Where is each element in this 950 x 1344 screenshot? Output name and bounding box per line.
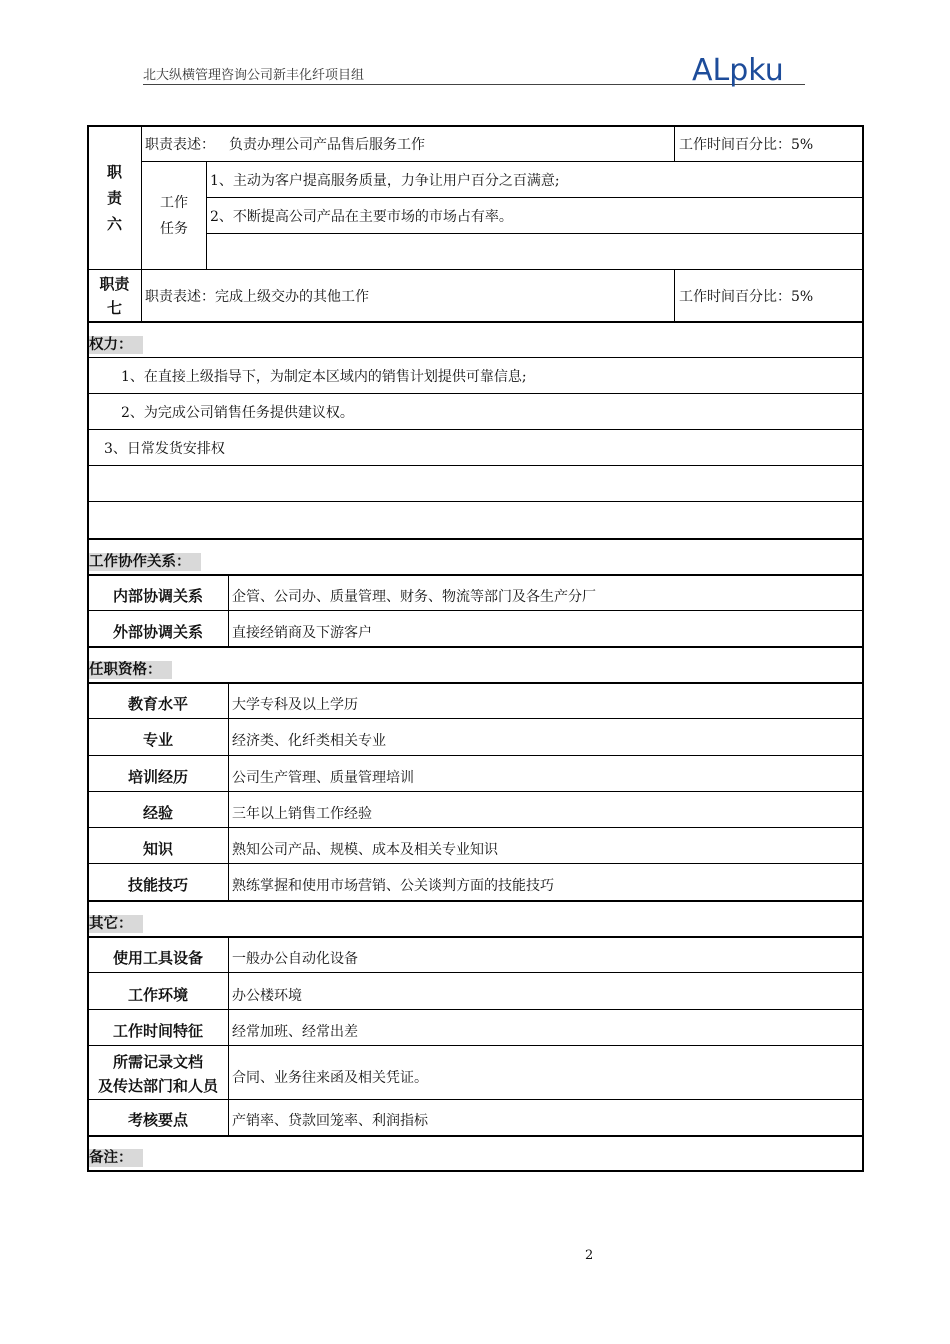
coop-value-external: 直接经销商及下游客户 (232, 625, 372, 641)
company-logo (692, 50, 812, 90)
coop-heading: 工作协作关系： (89, 550, 201, 571)
qual-label-experience: 经验 (142, 804, 173, 822)
duty6-task-2: 2、不断提高公司产品在主要市场的市场占有率。 (210, 208, 513, 225)
qual-value-experience: 三年以上销售工作经验 (232, 806, 372, 822)
qual-label-knowledge: 知识 (142, 840, 173, 858)
other-label-environment: 工作环境 (127, 986, 188, 1004)
other-value-documents: 合同、业务往来函及相关凭证。 (232, 1070, 428, 1086)
other-value-tools: 一般办公自动化设备 (232, 951, 358, 967)
qual-label-major: 专业 (142, 731, 173, 749)
coop-label-internal: 内部协调关系 (112, 587, 203, 605)
other-label-tools: 使用工具设备 (112, 949, 203, 967)
coop-value-internal: 企管、公司办、质量管理、财务、物流等部门及各生产分厂 (232, 589, 596, 605)
other-value-environment: 办公楼环境 (232, 988, 302, 1004)
duty6-task-3 (210, 234, 860, 269)
duty7-time-percent: 工作时间百分比：5% (679, 288, 814, 305)
power-item-2: 2、为完成公司销售任务提供建议权。 (121, 404, 354, 421)
svg-text:ALpku: ALpku (692, 53, 784, 88)
page-number: 2 (585, 1248, 594, 1263)
power-item-1: 1、在直接上级指导下，为制定本区域内的销售计划提供可靠信息; (121, 368, 527, 385)
qual-label-skills: 技能技巧 (127, 876, 188, 894)
qual-label-education: 教育水平 (127, 695, 188, 713)
power-item-3: 3、日常发货安排权 (104, 440, 225, 457)
other-label-worktime: 工作时间特征 (112, 1022, 203, 1040)
qual-value-knowledge: 熟知公司产品、规模、成本及相关专业知识 (232, 842, 498, 858)
duty7-label: 职责 七 (99, 274, 130, 317)
qual-value-major: 经济类、化纤类相关专业 (232, 733, 386, 749)
other-heading: 其它： (89, 912, 143, 933)
power-item-5 (104, 502, 859, 538)
other-value-assessment: 产销率、贷款回笼率、利润指标 (232, 1113, 428, 1129)
duty6-desc-text: 负责办理公司产品售后服务工作 (229, 136, 425, 153)
header-title: 北大纵横管理咨询公司新丰化纤项目组 (143, 68, 365, 83)
other-label-documents: 所需记录文档 及传达部门和人员 (97, 1053, 218, 1095)
alpku-logo-icon (692, 50, 812, 90)
duty6-label: 职 责 六 (106, 162, 122, 233)
duty6-task-label: 工作 任务 (160, 194, 188, 237)
coop-label-external: 外部协调关系 (112, 623, 203, 641)
duty6-desc-label: 职责表述： (145, 136, 215, 153)
other-value-worktime: 经常加班、经常出差 (232, 1024, 358, 1040)
power-heading: 权力： (89, 333, 143, 354)
duty7-description: 职责表述：完成上级交办的其他工作 (145, 288, 369, 305)
duty6-task-1: 1、主动为客户提高服务质量，力争让用户百分之百满意; (210, 172, 560, 189)
duty6-time-percent: 工作时间百分比：5% (679, 136, 814, 153)
qual-label-training: 培训经历 (127, 768, 188, 786)
other-label-assessment: 考核要点 (127, 1111, 188, 1129)
remarks-heading: 备注： (89, 1146, 143, 1167)
qual-value-education: 大学专科及以上学历 (232, 697, 358, 713)
qual-heading: 任职资格： (89, 658, 172, 679)
power-item-4 (104, 466, 859, 501)
qual-value-skills: 熟练掌握和使用市场营销、公关谈判方面的技能技巧 (232, 878, 554, 894)
duty6-description (145, 126, 670, 161)
qual-value-training: 公司生产管理、质量管理培训 (232, 770, 414, 786)
